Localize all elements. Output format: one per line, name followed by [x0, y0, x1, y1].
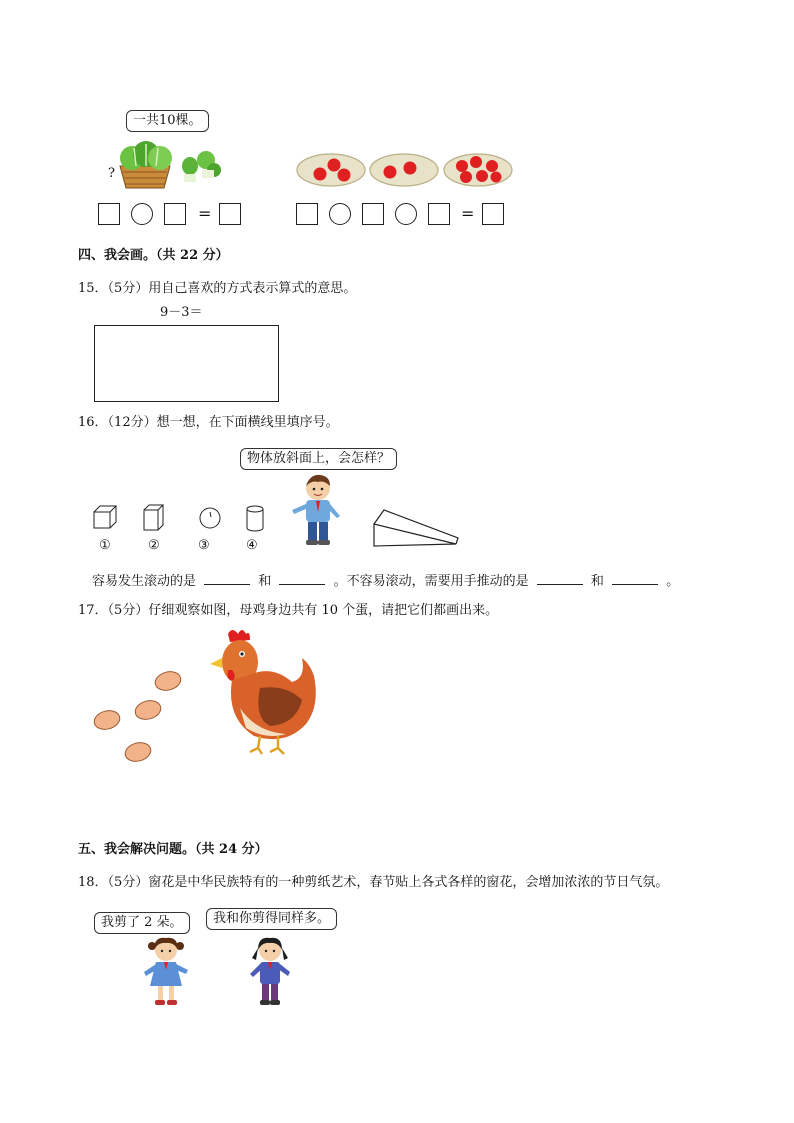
problem-16-answer-line: [92, 572, 679, 590]
girl-right-illustration: [242, 936, 298, 1008]
section-5-heading: 五、我会解决问题。（共 24 分）: [78, 842, 268, 857]
girl-left-bubble: [94, 912, 190, 934]
equals-sign-1: =: [198, 204, 212, 223]
egg-icon: [153, 669, 183, 693]
answer-box-3[interactable]: [219, 203, 241, 225]
tomato-plates-illustration: [296, 148, 514, 192]
answer-box-1[interactable]: [98, 203, 120, 225]
cylinder-icon: [247, 506, 263, 531]
label-2: ②: [148, 538, 160, 553]
problem-18-prompt: 18．（5分）窗花是中华民族特有的一种剪纸艺术，春节贴上各式各样的窗花，会增加浓浓的节日气氛。: [78, 875, 669, 890]
girl-left-illustration: [138, 936, 194, 1008]
girl-right-bubble-text: 我和你剪得同样多。: [213, 911, 331, 926]
blank-4[interactable]: [612, 572, 658, 585]
answer-box-7[interactable]: [482, 203, 504, 225]
answer-box-2[interactable]: [164, 203, 186, 225]
small-cabbage-icon: [182, 151, 221, 182]
slope-question-bubble: [240, 448, 397, 470]
cube-icon: [94, 506, 116, 528]
and-text-1: 和: [258, 574, 272, 589]
plate-left-icon: [297, 154, 365, 186]
hen-illustration: [206, 628, 322, 756]
label-4: ④: [246, 538, 258, 553]
problem-15-expression: 9－3＝: [160, 305, 203, 320]
end-text: 。: [666, 574, 680, 589]
label-3: ③: [198, 538, 210, 553]
problem-15-prompt: 15．（5分）用自己喜欢的方式表示算式的意思。: [78, 281, 357, 296]
operator-circle-1[interactable]: [131, 203, 153, 225]
cuboid-icon: [144, 505, 163, 530]
answer-box-4[interactable]: [296, 203, 318, 225]
plate-right-icon: [444, 154, 512, 186]
equals-sign-2: =: [461, 204, 475, 223]
push-text: 。不容易滚动，需要用手推动的是: [333, 574, 529, 589]
problem-16-prompt: 16．（12分）想一想，在下面横线里填序号。: [78, 415, 339, 430]
slope-question-text: 物体放斜面上，会怎样？: [247, 451, 391, 466]
question-mark: ?: [108, 166, 115, 181]
operator-circle-3[interactable]: [395, 203, 417, 225]
blank-3[interactable]: [537, 572, 583, 585]
total-bubble-text: 一共10棵。: [133, 113, 202, 128]
cabbage-icon: [120, 141, 172, 170]
egg-icon: [123, 740, 153, 764]
eggs-illustration: [90, 665, 190, 769]
answer-box-6[interactable]: [428, 203, 450, 225]
section-4-heading: 四、我会画。（共 22 分）: [78, 248, 229, 263]
shapes-illustration: [90, 500, 270, 536]
slope-icon: [370, 500, 462, 550]
blank-1[interactable]: [204, 572, 250, 585]
girl-right-bubble: [206, 908, 337, 930]
girl-left-bubble-text: 我剪了 2 朵。: [101, 915, 183, 930]
drawing-box[interactable]: [94, 325, 279, 402]
boy-illustration: [288, 472, 344, 548]
rolling-text: 容易发生滚动的是: [92, 574, 197, 589]
and-text-2: 和: [590, 574, 604, 589]
blank-2[interactable]: [279, 572, 325, 585]
problem-17-prompt: 17．（5分）仔细观察如图，母鸡身边共有 10 个蛋，请把它们都画出来。: [78, 603, 499, 618]
cabbage-basket-illustration: [114, 140, 226, 192]
label-1: ①: [99, 538, 111, 553]
egg-icon: [92, 708, 122, 732]
plate-middle-icon: [370, 154, 438, 186]
sphere-icon: [200, 508, 220, 528]
egg-icon: [133, 698, 163, 722]
operator-circle-2[interactable]: [329, 203, 351, 225]
total-bubble: [126, 110, 209, 132]
answer-box-5[interactable]: [362, 203, 384, 225]
